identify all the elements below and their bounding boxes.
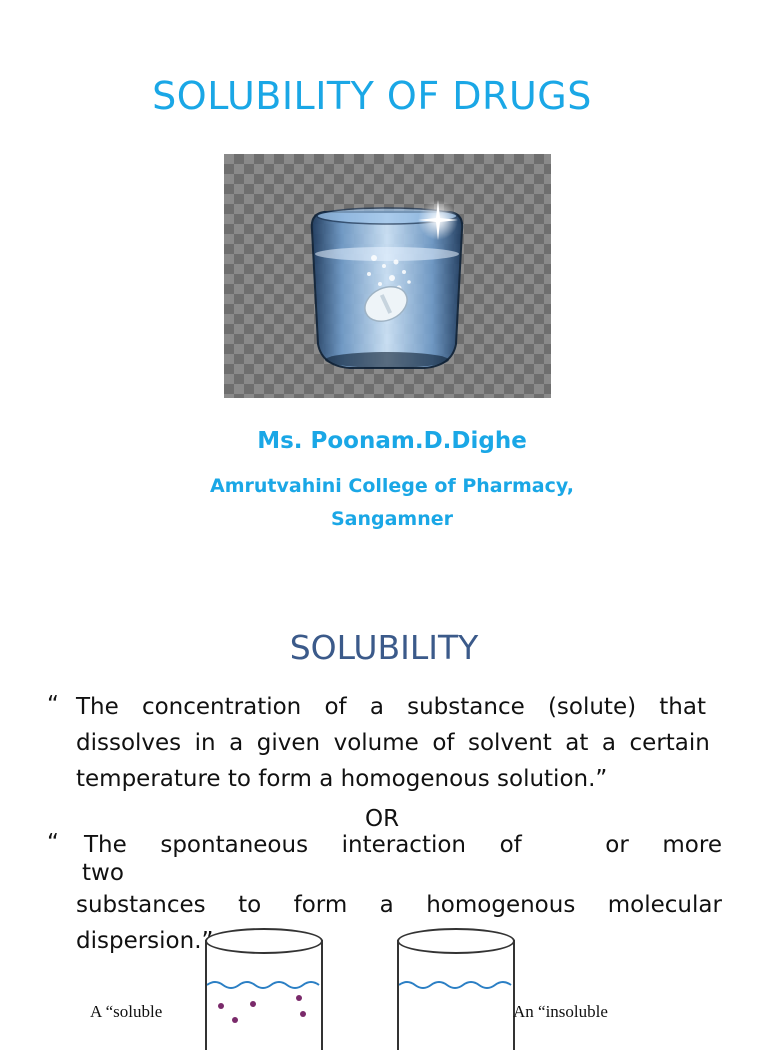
- word: or: [605, 832, 629, 858]
- word: of: [499, 832, 522, 858]
- word: a: [379, 892, 394, 918]
- definition-1-line-2: [76, 728, 710, 758]
- word: substance: [407, 694, 525, 720]
- word: a: [229, 730, 244, 756]
- word: certain: [629, 730, 710, 756]
- word: a: [369, 694, 384, 720]
- definition-2-line-3: dispersion.”: [76, 928, 214, 954]
- institution-line-1: Amrutvahini College of Pharmacy,: [210, 475, 574, 497]
- word: dissolves: [76, 730, 182, 756]
- definition-2-line-1: [84, 830, 722, 860]
- section-heading: SOLUBILITY: [289, 628, 479, 667]
- definition-1-line-3: temperature to form a homogenous solution.”: [76, 766, 608, 792]
- definition-2-line-1b: two: [82, 860, 124, 886]
- slide-title: SOLUBILITY OF DRUGS: [152, 74, 592, 118]
- soluble-beaker: [205, 940, 323, 1050]
- word: volume: [333, 730, 419, 756]
- word: substances: [76, 892, 206, 918]
- word: homogenous: [426, 892, 576, 918]
- soluble-label: A “soluble: [90, 1002, 163, 1021]
- insoluble-label: An “insoluble: [513, 1002, 608, 1021]
- author-name: Ms. Poonam.D.Dighe: [257, 428, 527, 454]
- word: concentration: [141, 694, 302, 720]
- definition-2-quote-mark: “: [47, 830, 59, 856]
- word: given: [256, 730, 321, 756]
- word: molecular: [607, 892, 722, 918]
- word: interaction: [341, 832, 466, 858]
- word: (solute): [547, 694, 637, 720]
- institution-line-2: Sangamner: [330, 508, 454, 530]
- definition-1-line-1: [76, 692, 706, 722]
- definition-2-line-2: [76, 890, 722, 920]
- word: at: [565, 730, 589, 756]
- word: in: [194, 730, 216, 756]
- word: spontaneous: [160, 832, 309, 858]
- insoluble-beaker: [397, 940, 515, 1050]
- word: form: [293, 892, 348, 918]
- definition-1-quote-mark: “: [47, 692, 59, 718]
- insoluble-solution-icon: [399, 940, 513, 1030]
- dissolving-tablet-image: [224, 154, 551, 398]
- word: The: [84, 832, 127, 858]
- or-separator: OR: [365, 806, 400, 832]
- word: more: [662, 832, 722, 858]
- word: that: [659, 694, 706, 720]
- institution: [0, 470, 768, 536]
- word: a: [601, 730, 617, 756]
- word: The: [76, 694, 119, 720]
- word: to: [238, 892, 262, 918]
- word: solvent: [467, 730, 552, 756]
- glass-with-tablet-icon: [224, 154, 551, 398]
- word: of: [432, 730, 455, 756]
- soluble-solution-icon: [207, 940, 321, 1030]
- word: of: [324, 694, 347, 720]
